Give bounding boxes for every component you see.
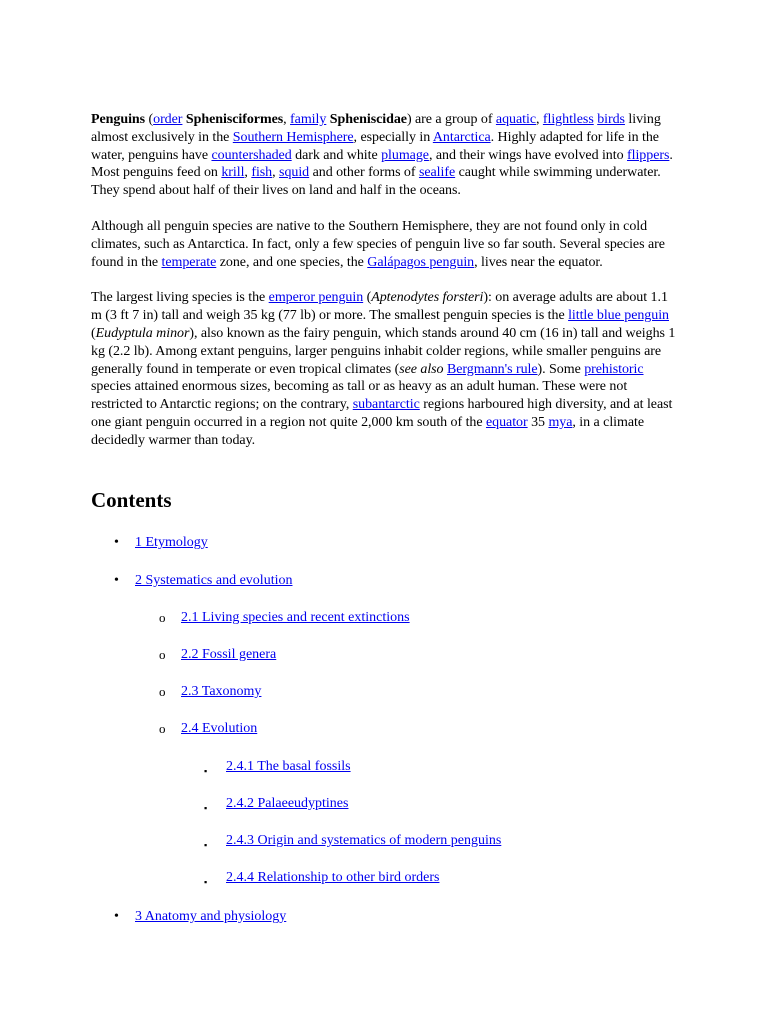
bullet-square-icon: ▪	[204, 766, 208, 776]
article-intro	[91, 111, 681, 468]
toc-link-fossil-genera[interactable]: 2.2 Fossil genera	[181, 647, 277, 662]
toc-link-living-species[interactable]: 2.1 Living species and recent extinctions	[181, 610, 410, 625]
text: (	[91, 325, 96, 341]
text: , especially in	[353, 129, 433, 145]
text: The largest living species is the	[91, 290, 269, 306]
toc-link-evolution[interactable]: 2.4 Evolution	[181, 721, 258, 736]
term-sphenisciformes: Sphenisciformes	[185, 112, 284, 127]
link-aquatic[interactable]: aquatic	[495, 112, 536, 127]
term-spheniscidae: Spheniscidae	[329, 112, 407, 127]
see-also-text: see also	[399, 361, 444, 377]
link-subantarctic[interactable]: subantarctic	[352, 397, 420, 413]
paragraph-intro	[91, 111, 681, 200]
text: zone, and one species, the	[216, 254, 368, 270]
species-aptenodytes: Aptenodytes forsteri	[371, 290, 484, 306]
link-little-blue-penguin[interactable]: little blue penguin	[568, 308, 669, 324]
toc-link-anatomy[interactable]: 3 Anatomy and physiology	[135, 909, 287, 924]
text: , in a climate decidedly warmer than today.	[91, 414, 645, 448]
text: ,	[283, 112, 291, 127]
link-galapagos-penguin[interactable]: Galápagos penguin	[367, 254, 475, 270]
text: ,	[272, 165, 280, 181]
link-flippers[interactable]: flippers	[627, 147, 670, 163]
link-squid[interactable]: squid	[279, 165, 310, 181]
text: ,	[244, 165, 252, 181]
text: . Highly adapted for life in the water, penguins have	[91, 129, 659, 163]
link-plumage[interactable]: plumage	[381, 147, 429, 163]
paragraph-distribution	[91, 218, 681, 271]
link-krill[interactable]: krill	[221, 165, 245, 181]
link-emperor-penguin[interactable]: emperor penguin	[268, 290, 364, 306]
link-flightless[interactable]: flightless	[542, 112, 594, 127]
link-countershaded[interactable]: countershaded	[211, 147, 292, 163]
text: , and their wings have evolved into	[428, 147, 627, 163]
link-family[interactable]: family	[290, 112, 327, 127]
toc-link-basal-fossils[interactable]: 2.4.1 The basal fossils	[226, 759, 351, 774]
text: 35	[527, 414, 549, 430]
toc-link-relationship[interactable]: 2.4.4 Relationship to other bird orders	[226, 870, 440, 885]
bullet-square-icon: ▪	[204, 803, 208, 813]
link-fish[interactable]: fish	[251, 165, 273, 181]
link-sealife[interactable]: sealife	[418, 165, 456, 181]
link-birds[interactable]: birds	[597, 112, 625, 127]
bullet-circle-icon: o	[159, 721, 166, 736]
text: and other forms of	[309, 165, 419, 181]
text: , lives near the equator.	[474, 254, 603, 270]
text: caught while swimming underwater. They spend about half of their lives on land and half in the oceans.	[91, 165, 661, 199]
bullet-square-icon: ▪	[204, 877, 208, 887]
text: species attained enormous sizes, becoming as tall or as heavy as an adult human. These were not restricted to Antarctic regions; on the contrary,	[91, 379, 628, 413]
link-southern-hemisphere[interactable]: Southern Hemisphere	[232, 129, 354, 145]
bullet-circle-icon: o	[159, 610, 166, 625]
link-prehistoric[interactable]: prehistoric	[584, 361, 644, 377]
text: ,	[535, 112, 543, 127]
toc-link-origin-modern[interactable]: 2.4.3 Origin and systematics of modern penguins	[226, 833, 502, 848]
text: Although all penguin species are native to the Southern Hemisphere, they are not found only in cold climates, such as Antarctica. In fact, only a few species of penguin live so far south. Several species are found in the	[91, 218, 665, 270]
bullet-disc-icon: •	[114, 535, 119, 550]
text: (	[145, 112, 154, 127]
link-order[interactable]: order	[153, 112, 183, 127]
contents-heading: Contents	[91, 488, 172, 512]
toc-link-systematics[interactable]: 2 Systematics and evolution	[135, 573, 293, 588]
text: ), also known as the fairy penguin, which stands around 40 cm (16 in) tall and weighs 1 kg (2.2 lb). Among extant penguins, larger penguins inhabit colder regions, while smaller penguins are generally found in temperate or even tropical climates (	[91, 325, 676, 377]
species-eudyptula: Eudyptula minor	[95, 325, 190, 341]
text: living almost exclusively in the	[91, 112, 661, 145]
toc-link-taxonomy[interactable]: 2.3 Taxonomy	[181, 684, 262, 699]
term-penguins: Penguins	[91, 112, 146, 127]
text: ): on average adults are about 1.1 m (3 ft 7 in) tall and weigh 35 kg (77 lb) or more. The smallest penguin species is the	[91, 290, 668, 324]
paragraph-size	[91, 289, 681, 449]
link-bergmanns-rule[interactable]: Bergmann's rule	[446, 361, 538, 377]
text: (	[363, 290, 372, 306]
bullet-circle-icon: o	[159, 647, 166, 662]
bullet-disc-icon: •	[114, 909, 119, 924]
bullet-disc-icon: •	[114, 573, 119, 588]
text: ) are a group of	[406, 112, 496, 127]
link-antarctica[interactable]: Antarctica	[432, 129, 491, 145]
toc-link-etymology[interactable]: 1 Etymology	[135, 535, 208, 550]
bullet-square-icon: ▪	[204, 840, 208, 850]
toc-link-palaeeudyptines[interactable]: 2.4.2 Palaeeudyptines	[226, 796, 349, 811]
text: dark and white	[291, 147, 382, 163]
link-mya[interactable]: mya	[548, 414, 573, 430]
text: . Most penguins feed on	[91, 147, 673, 181]
link-temperate[interactable]: temperate	[161, 254, 217, 270]
text: ). Some	[537, 361, 585, 377]
text: regions harboured high diversity, and at least one giant penguin occurred in a region not quite 2,000 km south of the	[91, 397, 673, 430]
link-equator[interactable]: equator	[485, 414, 528, 430]
bullet-circle-icon: o	[159, 684, 166, 699]
